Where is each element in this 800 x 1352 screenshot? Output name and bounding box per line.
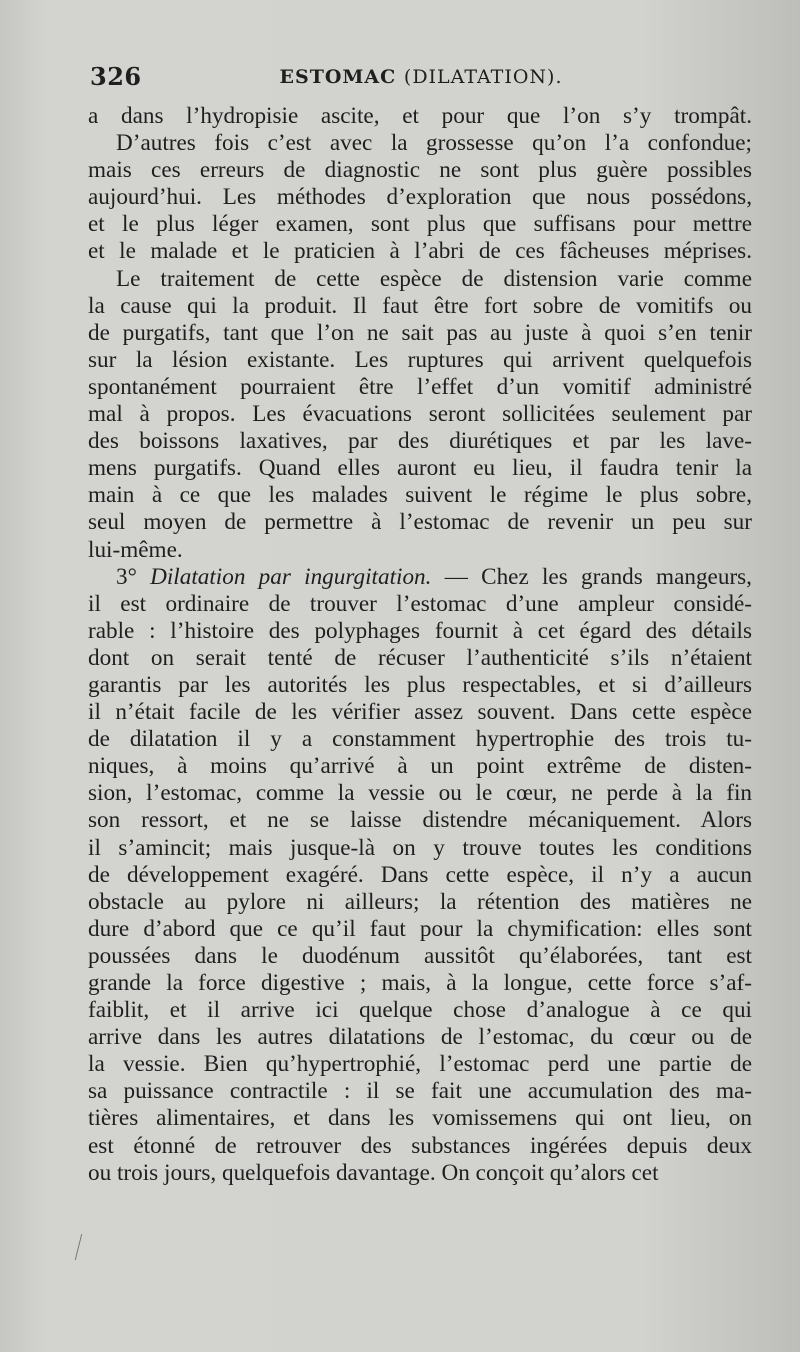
text-line: arrive dans les autres dilatations de l’estomac, du cœur ou de [88,1024,752,1051]
text-line: dure d’abord que ce qu’il faut pour la chymification: elles sont [88,915,752,942]
text-line: de purgatifs, tant que l’on ne sait pas au juste à quoi s’en tenir [88,319,752,346]
text-line: mais ces erreurs de diagnostic ne sont plus guère possibles [88,157,752,184]
text-line: il est ordinaire de trouver l’estomac d’une ampleur considé- [88,590,752,617]
text-line: lui-même. [88,536,183,563]
text-line: sa puissance contractile : il se fait une accumulation des ma- [88,1078,752,1105]
text-line: mal à propos. Les évacuations seront sollicitées seulement par [88,401,752,428]
text-line: ou trois jours, quelquefois davantage. On conçoit qu’alors cet [88,1159,659,1186]
text-line: de dilatation il y a constamment hypertrophie des trois tu- [88,726,752,753]
text-line: il s’amincit; mais jusque-là on y trouve toutes les conditions [88,834,752,861]
text-line: dont on serait tenté de récuser l’authenticité s’ils n’étaient [88,644,752,671]
text-line: et le plus léger examen, sont plus que suffisans pour mettre [88,211,752,238]
text-line: a dans l’hydropisie ascite, et pour que l’on s’y trompât. [88,103,752,129]
text-line: la cause qui la produit. Il faut être fort sobre de vomitifs ou [88,292,752,319]
text-line: seul moyen de permettre à l’estomac de revenir un peu sur [88,509,752,536]
text-line: Le traitement de cette espèce de distension varie comme [116,265,752,292]
margin-mark [75,1234,92,1260]
page-number: 326 [90,62,142,91]
body-text [88,103,752,1187]
text-line: 3° Dilatation par ingurgitation. — Chez les grands mangeurs, [116,563,752,590]
text-line: tières alimentaires, et dans les vomissemens qui ont lieu, on [88,1105,752,1132]
text-line: la vessie. Bien qu’hypertrophié, l’estomac perd une partie de [88,1051,752,1078]
text-line: garantis par les autorités les plus respectables, et si d’ailleurs [88,671,752,698]
text-line: des boissons laxatives, par des diurétiques et par les lave- [88,428,752,455]
text-line: est étonné de retrouver des substances ingérées depuis deux [88,1132,752,1159]
page-header [90,62,752,96]
text-line: et le malade et le praticien à l’abri de ces fâcheuses méprises. [88,238,752,265]
text-line: grande la force digestive ; mais, à la longue, cette force s’af- [88,970,752,996]
text-line: spontanément pourraient être l’effet d’un vomitif administré [88,373,752,400]
text-line: son ressort, et ne se laisse distendre mécaniquement. Alors [88,807,752,834]
running-head-subtitle: (DILATATION). [403,66,563,88]
text-line: mens purgatifs. Quand elles auront eu lieu, il faudra tenir la [88,455,752,482]
running-head-title: ESTOMAC [279,66,397,88]
text-line: il n’était facile de les vérifier assez souvent. Dans cette espèce [88,699,752,726]
text-line: obstacle au pylore ni ailleurs; la rétention des matières ne [88,888,752,915]
text-line: faiblit, et il arrive ici quelque chose d’analogue à ce qui [88,997,752,1024]
text-line: main à ce que les malades suivent le régime le plus sobre, [88,482,752,509]
text-line: D’autres fois c’est avec la grossesse qu’on l’a confondue; [116,130,752,157]
text-line: niques, à moins qu’arrivé à un point extrême de disten- [88,753,752,780]
text-line: rable : l’histoire des polyphages fournit à cet égard des détails [88,617,752,644]
text-line: sion, l’estomac, comme la vessie ou le cœur, ne perde à la fin [88,780,752,807]
text-line: de développement exagéré. Dans cette espèce, il n’y a aucun [88,861,752,888]
text-line: poussées dans le duodénum aussitôt qu’élaborées, tant est [88,942,752,969]
running-head [90,66,752,88]
text-line: aujourd’hui. Les méthodes d’exploration que nous possédons, [88,184,752,211]
text-line: sur la lésion existante. Les ruptures qui arrivent quelquefois [88,346,752,373]
